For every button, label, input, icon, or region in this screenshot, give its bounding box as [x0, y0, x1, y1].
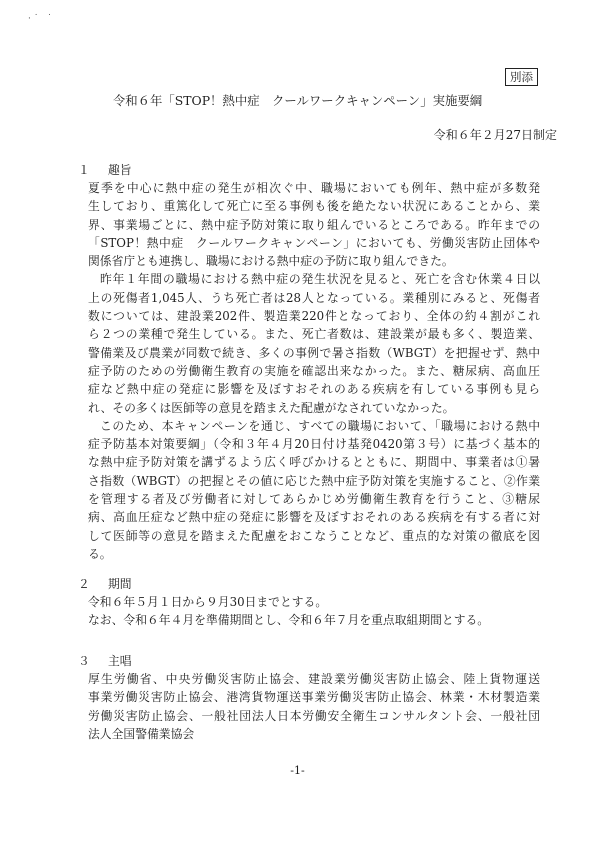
paragraph-line: 厚生労働省、中央労働災害防止協会、建設業労働災害防止協会、陸上貨物運送: [88, 672, 540, 686]
paragraph-line: 病、高血圧症など熱中症の発症に影響を及ぼすおそれのある疾病を有する者に対: [88, 510, 540, 525]
paragraph-line: 事業労働災害防止協会、港湾貨物運送事業労働災害防止協会、林業・木材製造業: [88, 690, 540, 705]
paragraph-line: 症など熱中症の発症に影響を及ぼすおそれのある疾病を有している事例も見ら: [88, 382, 540, 397]
paragraph-line: 警備業及び農業が同数で続き、多くの事例で暑さ指数（WBGT）を把握せず、熱中: [88, 345, 540, 360]
paragraph-line: れ、その多くは医師等の意見を踏まえた配慮がなされていなかった。: [88, 400, 455, 415]
paragraph-line: 界、事業場ごとに、熱中症予防対策に取り組んでいるところである。昨年までの: [88, 217, 540, 232]
paragraph-line: 数については、建設業202件、製造業220件となっており、全体の約４割がこれ: [88, 309, 540, 324]
section-title: 趣旨: [108, 163, 132, 177]
scan-artifact: ·˙ ˙: [28, 14, 55, 24]
paragraph-line: ら２つの業種で発生している。また、死亡者数は、建設業が最も多く、製造業、: [88, 327, 540, 342]
section-heading: [62, 652, 562, 670]
section-purpose: [62, 161, 562, 563]
paragraph-line: 症予防基本対策要綱」（令和３年４月20日付け基発0420第３号）に基づく基本的: [88, 437, 540, 452]
section-organizers: [62, 652, 562, 743]
paragraph-line: 令和６年５月１日から９月30日までとする。: [88, 595, 328, 609]
paragraph-line: なお、令和６年４月を準備期間とし、令和６年７月を重点取組期間とする。: [88, 613, 490, 628]
paragraph-line: 労働災害防止協会、一般社団法人日本労働安全衛生コンサルタント会、一般社団: [88, 708, 540, 723]
section-heading: [62, 161, 562, 179]
paragraph-line: 昨年１年間の職場における熱中症の発生状況を見ると、死亡を含む休業４日以: [100, 272, 540, 287]
paragraph-line: 「STOP！熱中症 クールワークキャンペーン」においても、労働災害防止団体や: [88, 235, 540, 250]
section-body: [88, 179, 540, 563]
enactment-date: 令和６年２月27日制定: [433, 128, 557, 142]
section-title: 期間: [108, 577, 132, 591]
paragraph-line: 夏季を中心に熱中症の発生が相次ぐ中、職場においても例年、熱中症が多数発: [88, 181, 540, 195]
section-period: [62, 575, 562, 630]
paragraph-line: 生しており、重篤化して死亡に至る事例も後を絶たない状況にあることから、業: [88, 199, 540, 214]
page-number: -1-: [290, 764, 305, 777]
section-body: [88, 593, 540, 630]
paragraph-line: 症予防のための労働衛生教育の実施を確認出来なかった。また、糖尿病、高血圧: [88, 363, 540, 378]
section-number: ２: [78, 577, 90, 591]
section-title: 主唱: [108, 654, 132, 668]
paragraph-line: 上の死傷者1,045人、うち死亡者は28人となっている。業種別にみると、死傷者: [88, 290, 540, 305]
paragraph-line: さ指数（WBGT）の把握とその値に応じた熱中症予防対策を実施すること、②作業: [88, 473, 540, 488]
paragraph-line: を管理する者及び労働者に対してあらかじめ労働衛生教育を行うこと、③糖尿: [88, 492, 540, 507]
paragraph-line: このため、本キャンペーンを通じ、すべての職場において、「職場における熱中: [100, 418, 540, 433]
paragraph-line: 関係省庁とも連携し、職場における熱中症の予防に取り組んできた。: [88, 254, 454, 269]
annex-label: 別添: [505, 68, 538, 86]
section-number: ３: [78, 654, 90, 668]
document-title: 令和６年「STOP！熱中症 クールワークキャンペーン」実施要綱: [112, 93, 483, 108]
section-body: [88, 670, 540, 743]
paragraph-line: して医師等の意見を踏まえた配慮をおこなうことなど、重点的な対策の徹底を図: [88, 528, 540, 543]
section-heading: [62, 575, 562, 593]
paragraph-line: 法人全国警備業協会: [88, 726, 195, 741]
paragraph-line: る。: [88, 546, 112, 561]
section-number: １: [78, 163, 90, 177]
paragraph-line: な熱中症予防対策を講ずるよう広く呼びかけるとともに、期間中、事業者は①暑: [88, 455, 540, 470]
